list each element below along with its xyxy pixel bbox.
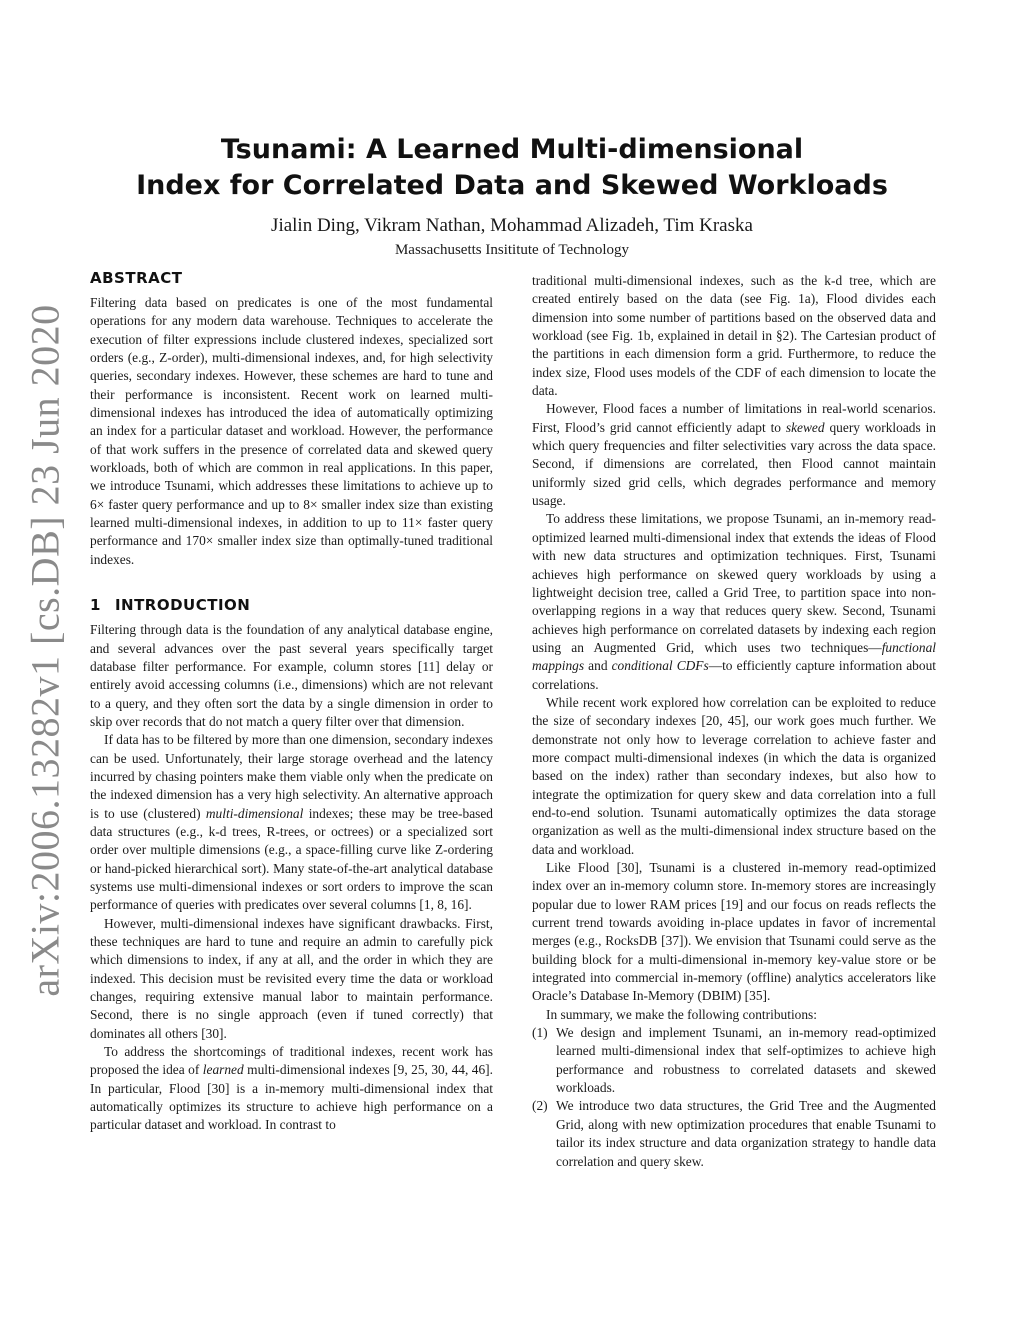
list-marker: (1) [532, 1025, 548, 1041]
contribution-item [532, 1097, 936, 1170]
contribution-text: We design and implement Tsunami, an in-memory read-optimized learned multi-dimensional index that self-optimizes to achieve high performance and robustness to correlated datasets and skewed workloads. [556, 1025, 936, 1096]
arxiv-stamp [20, 303, 70, 997]
contribution-list [532, 1024, 936, 1171]
abstract-text: Filtering data based on predicates is one of the most fundamental operations for any modern data warehouse. Techniques to accelerate the execution of filter expressions include clustered indexes, specialized sort orders (e.g., Z-order), multi-dimensional indexes, and, for high selectivity queries, secondary indexes. However, these schemes are hard to tune and their performance is inconsistent. Recent work on learned multi-dimensional indexes has introduced the idea of automatically optimizing an index for a particular dataset and workload. However, the performance of that work suffers in the presence of correlated data and skewed query workloads, both of which are common in real applications. In this paper, we introduce Tsunami, which addresses these limitations to achieve up to 6× faster query performance and up to 8× smaller index size than existing learned multi-dimensional indexes, in addition to up to 11× faster query performance and 170× smaller index size than optimally-tuned traditional indexes. [90, 295, 493, 567]
section-title: INTRODUCTION [114, 596, 251, 615]
contribution-item [532, 1024, 936, 1097]
text-run: If data has to be filtered by more than one dimension, secondary indexes can be used. Unfortunately, their large storage overhead and the latency incurred by chasing pointers make them viable only when the predicate on the indexed dimension has a very high selectivity. An alternative approach is to use (clustered) [90, 732, 493, 821]
section-number: 1 [90, 596, 101, 615]
emphasis: functional mappings [532, 639, 936, 674]
abstract-heading: ABSTRACT [90, 269, 183, 287]
affiliation: Massachusetts Insititute of Technology [394, 242, 630, 258]
left-column [90, 268, 493, 1135]
intro-heading [90, 595, 493, 615]
emphasis: conditional CDFs [611, 658, 709, 674]
text-run: query workloads in which query frequencies and filter selectivities vary across the data space. Second, if dimensions are correlated, then Flood cannot maintain uniformly sized grid cells, which degrades performance and memory usage. [532, 419, 936, 509]
text-run: However, Flood faces a number of limitations in real-world scenarios. First, Flood’s grid cannot efficiently adapt to [532, 401, 936, 435]
right-column [532, 272, 936, 1171]
intro-paragraph-6 [532, 400, 936, 510]
title-line-1: Tsunami: A Learned Multi-dimensional [220, 134, 804, 165]
contribution-text: We introduce two data structures, the Grid Tree and the Augmented Grid, along with new optimization procedures that enable Tsunami to tailor its index structure and data organization strategy to handle data correlation and query skew. [556, 1098, 936, 1169]
list-marker: (2) [532, 1098, 548, 1114]
intro-paragraph-2 [90, 731, 493, 914]
intro-paragraph-5: traditional multi-dimensional indexes, such as the k-d tree, which are created entirely based on the data (see Fig. 1a), Flood divides each dimension into some number of partitions based on the observed data and workload (see Fig. 1b, explained in detail in §2). The Cartesian product of the partitions in each dimension form a grid. Furthermore, to reduce the index size, Flood uses models of the CDF of each dimension to locate the data. [532, 273, 936, 399]
paper-title [90, 132, 934, 204]
text-run: multi-dimensional indexes [9, 25, 30, 44, 46]. In particular, Flood [30] is a in-memory multi-dimensional index that automatically optimizes its structure to achieve high performance on a particular dataset and workload. In contrast to [90, 1062, 493, 1133]
text-run: To address the shortcomings of traditional indexes, recent work has proposed the idea of [90, 1044, 493, 1078]
intro-paragraph-4 [90, 1043, 493, 1135]
title-block [90, 132, 934, 260]
emphasis: learned [202, 1062, 244, 1078]
intro-paragraph-9: Like Flood [30], Tsunami is a clustered in-memory read-optimized index over an in-memory column store. In-memory stores are increasingly popular due to lower RAM prices [19] and our focus on reads reflects the current trend towards avoiding in-place updates in favor of incremental merges (e.g., RocksDB [37]). We envision that Tsunami could serve as the building block for a multi-dimensional in-memory key-value store or be integrated into commercial in-memory (offline) analytics accelerators like Oracle’s Database In-Memory (DBIM) [35]. [532, 860, 936, 1004]
intro-paragraph-1: Filtering through data is the foundation of any analytical database engine, and several advances over the past several years specifically target database filter performance. For example, column stores [11] delay or entirely avoid accessing columns (i.e., dimensions) which are not relevant to a query, and they often sort the data by a single dimension in order to skip over records that do not match a query filter over that dimension. [90, 622, 493, 729]
emphasis: skewed [785, 419, 825, 435]
intro-paragraph-7 [532, 510, 936, 693]
intro-paragraph-3: However, multi-dimensional indexes have significant drawbacks. First, these techniques are hard to tune and require an admin to carefully pick which dimensions to index, if any at all, and the order in which they are indexed. This decision must be revisited every time the data or workload changes, requiring extensive manual labor to maintain performance. Second, there is no single approach (even if tuned correctly) that dominates all others [30]. [90, 915, 493, 1041]
intro-paragraph-10: In summary, we make the following contributions: [546, 1006, 817, 1022]
title-line-2: Index for Correlated Data and Skewed Workloads [136, 170, 888, 201]
authors: Jialin Ding, Vikram Nathan, Mohammad Alizadeh, Tim Kraska [271, 215, 753, 236]
text-run: To address these limitations, we propose Tsunami, an in-memory read-optimized learned multi-dimensional index that extends the ideas of Flood with new data structures and optimization techniques. First, Tsunami achieves high performance on skewed query workloads by using a lightweight decision tree, called a Grid Tree, to partition space into non-overlapping regions in a way that reduces query skew. Second, Tsunami achieves high performance on correlated datasets by indexing each region using an Augmented Grid, which uses two techniques— [532, 511, 936, 655]
emphasis: multi-dimensional [205, 805, 304, 821]
text-run: and [584, 658, 612, 674]
arxiv-identifier: arXiv:2006.13282v1 [cs.DB] 23 Jun 2020 [22, 303, 68, 997]
text-run: —to efficiently capture information about correlations. [532, 658, 936, 692]
intro-paragraph-8: While recent work explored how correlation can be exploited to reduce the size of secondary indexes [20, 45], our work goes much further. We demonstrate not only how to leverage correlation to achieve faster and more compact multi-dimensional indexes (in which the data is organized based on the index) rather than secondary indexes, but also how to integrate the optimization for query skew and data correlation into a full end-to-end solution. Tsunami automatically optimizes the data storage organization as well as the multi-dimensional index structure based on the data and workload. [532, 694, 936, 857]
text-run: indexes; these may be tree-based data structures (e.g., k-d trees, R-trees, or octrees) or a specialized sort order over multiple dimensions (e.g., a space-filling curve like Z-ordering or hand-picked hierarchical sort). Many state-of-the-art analytical database systems use multi-dimensional indexes or sort orders to improve the scan performance of queries with predicates over several columns [1, 8, 16]. [90, 805, 493, 913]
